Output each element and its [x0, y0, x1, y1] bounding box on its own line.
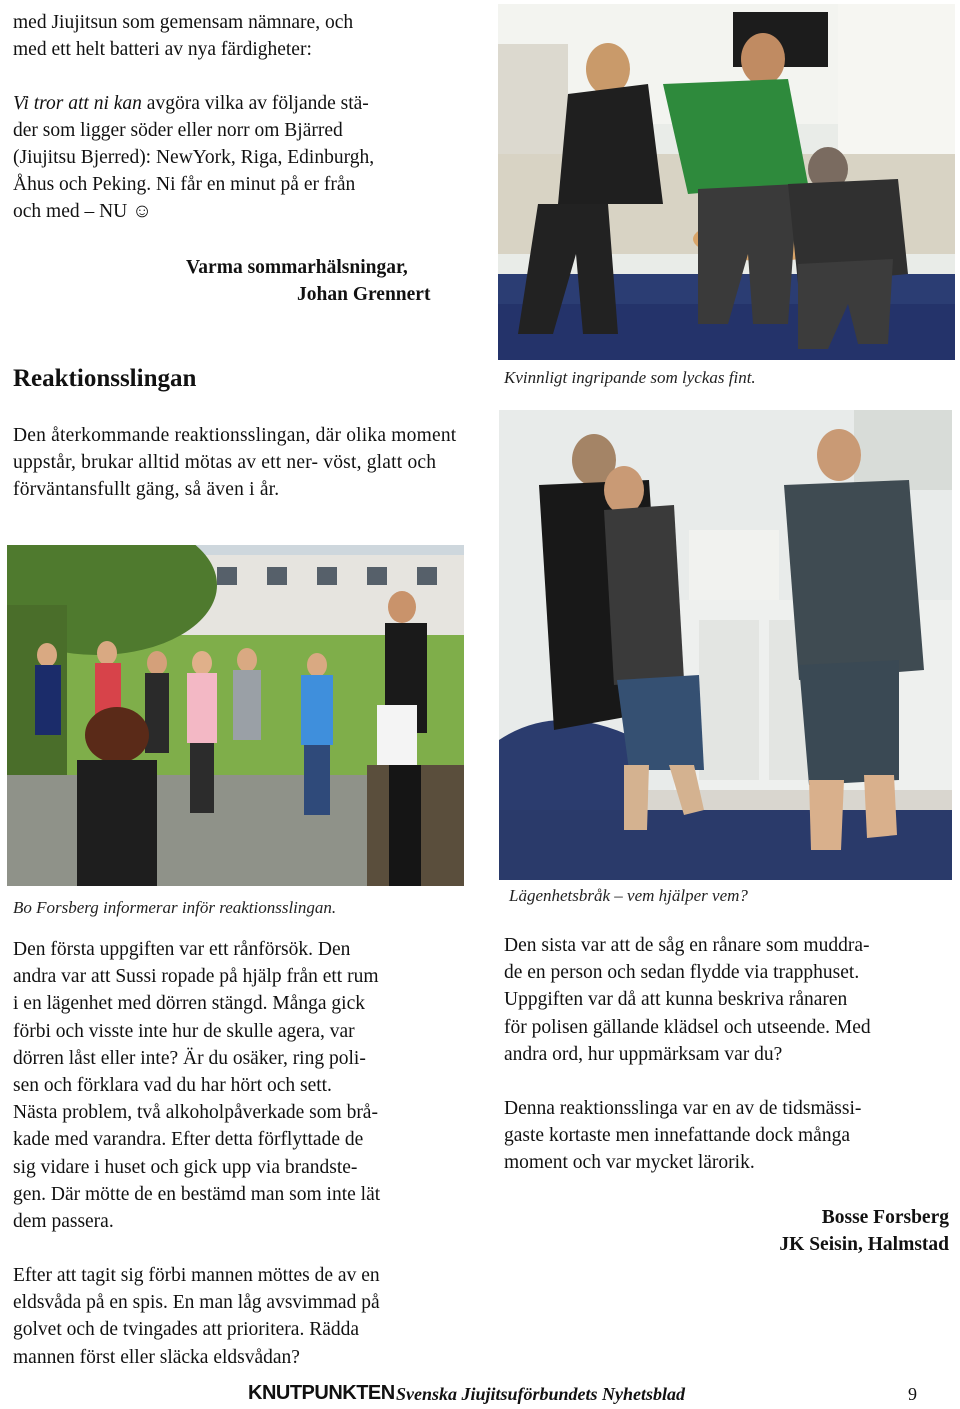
greeting-line-2: Johan Grennert: [297, 284, 431, 305]
signature-name: Bosse Forsberg: [821, 1207, 949, 1228]
quiz-italic: Vi tror att ni kan: [13, 93, 142, 114]
quiz-line-3: (Jiujitsu Bjerred): NewYork, Riga, Edinburgh,: [13, 147, 375, 168]
left-para-1-line: förbi och visste inte hur de skulle agera, var: [13, 1020, 355, 1042]
section-intro-text: Den återkommande reaktionsslingan, där olika moment uppstår, brukar alltid mötas av ett ner- vöst, glatt och förväntansfullt gäng, så även i år.: [13, 425, 457, 500]
left-para-1-line: Nästa problem, två alkoholpåverkade som brå-: [13, 1102, 378, 1124]
page-footer: [0, 1382, 960, 1409]
right-para-1-line: Den sista var att de såg en rånare som muddra-: [504, 935, 870, 956]
section-heading: Reaktionsslingan: [13, 365, 197, 392]
footer-brand: KNUTPUNKTEN: [248, 1382, 395, 1404]
left-para-2-line: Efter att tagit sig förbi mannen möttes de av en: [13, 1265, 380, 1286]
intro-line-2: med ett helt batteri av nya färdigheter:: [13, 39, 312, 60]
right-para-1-line: för polisen gällande klädsel och utseende. Med: [504, 1016, 871, 1038]
left-para-2-line: golvet och de tvingades att prioritera. Rädda: [13, 1319, 360, 1341]
left-para-2-line: mannen först eller släcka eldsvådan?: [13, 1346, 300, 1368]
right-para-1-line: andra ord, hur uppmärksam var du?: [504, 1043, 783, 1065]
right-para-2-line: Denna reaktionsslinga var en av de tidsmässi-: [504, 1098, 862, 1119]
intro-line-1: med Jiujitsun som gemensam nämnare, och: [13, 12, 354, 33]
left-para-1-line: sig vidare i huset och gick upp via brandste-: [13, 1156, 358, 1178]
footer-publication: Svenska Jiujitsuförbundets Nyhetsblad: [396, 1384, 686, 1404]
left-para-1-line: gen. Där mötte de en bestämd man som inte lät: [13, 1183, 381, 1205]
photo-apartment-argument: [499, 410, 952, 880]
left-para-2-line: eldsvåda på en spis. En man låg avsvimmad på: [13, 1292, 380, 1314]
caption-photo-3: Lägenhetsbråk – vem hjälper vem?: [509, 886, 748, 905]
quiz-line-2: der som ligger söder eller norr om Bjärred: [13, 120, 343, 141]
left-para-1-line: dörren låst eller inte? Är du osäker, ring poli-: [13, 1047, 366, 1069]
left-para-1-line: sen och förklara vad du har hört och sett.: [13, 1075, 332, 1096]
right-para-2-line: moment och var mycket lärorik.: [504, 1152, 755, 1174]
right-para-2-line: gaste kortaste men innefattande dock många: [504, 1125, 850, 1147]
left-para-1-line: andra var att Sussi ropade på hjälp från ett rum: [13, 966, 379, 988]
left-para-1-line: i en lägenhet med dörren stängd. Många gick: [13, 993, 365, 1015]
page-number: 9: [908, 1384, 917, 1404]
signature-club: JK Seisin, Halmstad: [779, 1234, 949, 1255]
caption-photo-1: Kvinnligt ingripande som lyckas fint.: [504, 368, 756, 387]
left-para-1-line: kade med varandra. Efter detta förflyttade de: [13, 1129, 364, 1151]
quiz-line-1: [13, 90, 369, 117]
caption-photo-2: Bo Forsberg informerar inför reaktionsslingan.: [13, 898, 337, 917]
quiz-line-5: och med – NU ☺: [13, 201, 153, 222]
right-para-1-line: Uppgiften var då att kunna beskriva rånaren: [504, 989, 848, 1011]
left-para-1-line: Den första uppgiften var ett rånförsök. Den: [13, 939, 351, 960]
quiz-rest: avgöra vilka av följande stä-: [146, 93, 369, 114]
quiz-line-4: Åhus och Peking. Ni får en minut på er från: [13, 174, 356, 195]
left-para-1-line: dem passera.: [13, 1211, 114, 1232]
photo-group-outdoors: [7, 545, 464, 886]
right-para-1-line: de en person och sedan flydde via trapphuset.: [504, 962, 860, 984]
greeting-line-1: Varma sommarhälsningar,: [186, 257, 408, 278]
photo-kitchen-intervention: [498, 4, 955, 360]
